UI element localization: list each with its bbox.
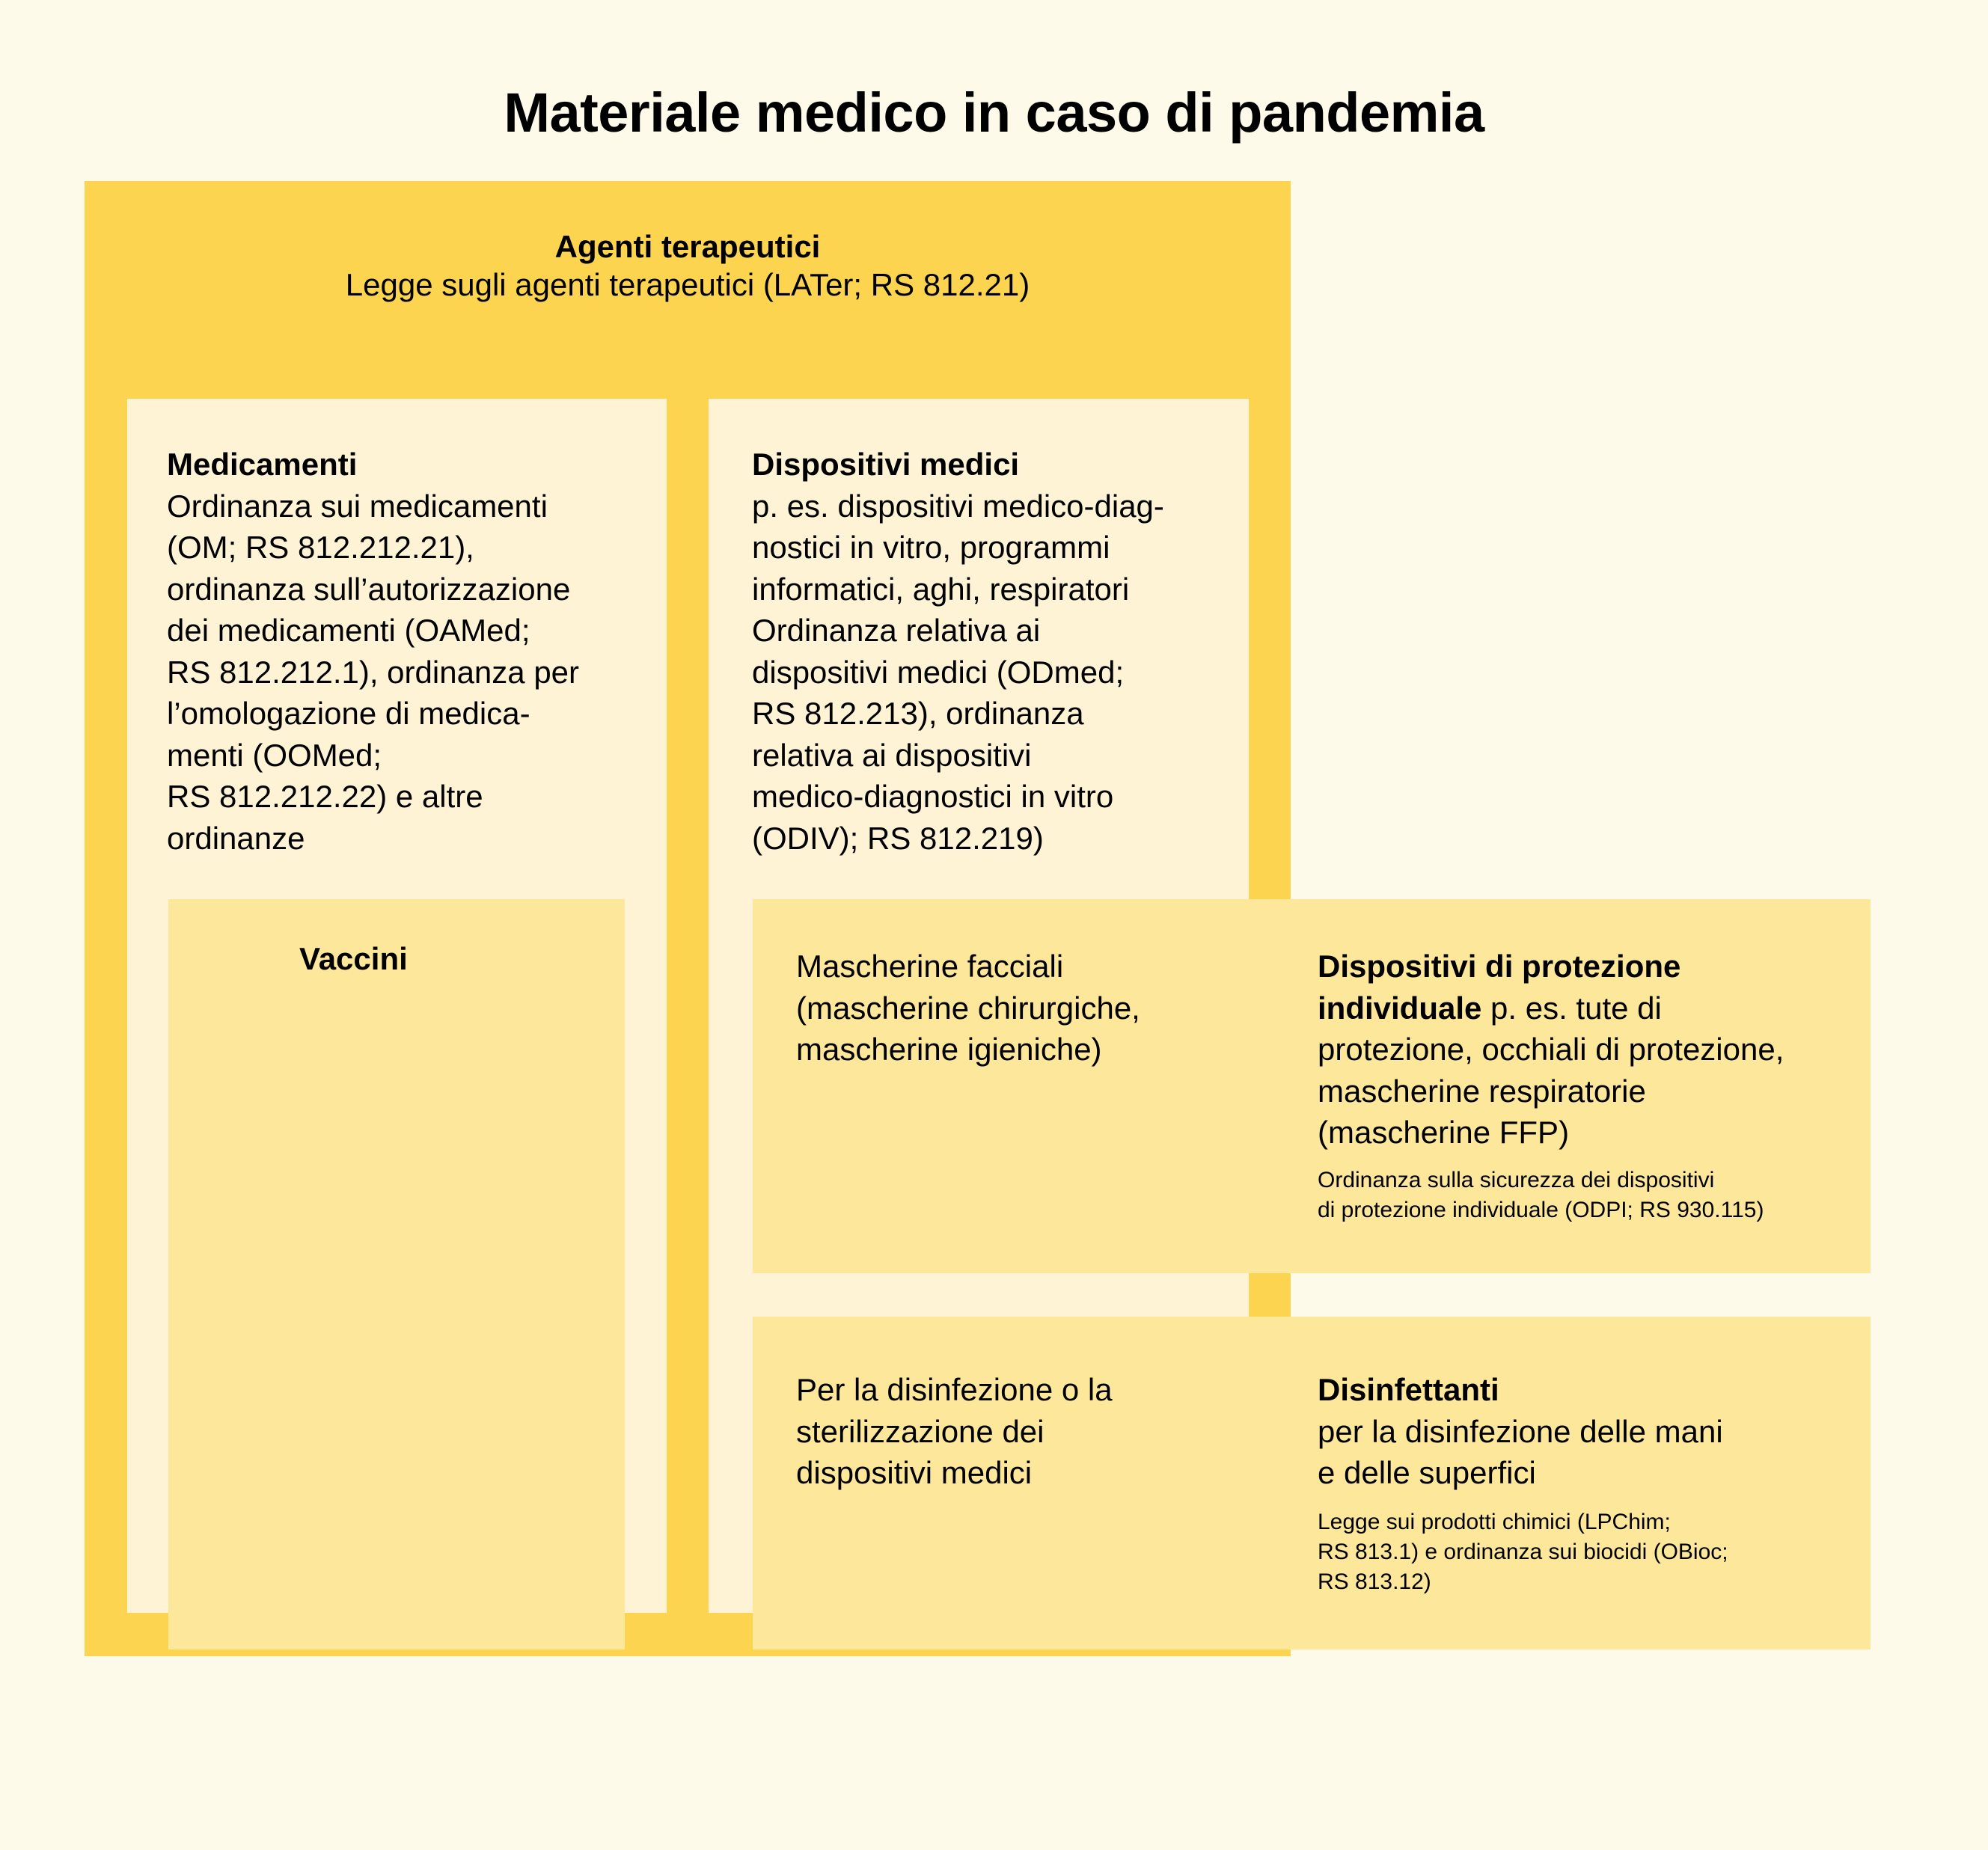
dispositivi-medici-line: informatici, aghi, respiratori bbox=[752, 571, 1130, 607]
dispositivi-medici-line: (ODIV); RS 812.219) bbox=[752, 820, 1044, 856]
disinfettanti-heading: Disinfettanti bbox=[1318, 1372, 1499, 1407]
protezione-box bbox=[753, 899, 1871, 1273]
disinfettanti-law-line: RS 813.12) bbox=[1318, 1569, 1431, 1594]
medicamenti-line: l’omologazione di medica- bbox=[167, 696, 530, 731]
medicamenti-text bbox=[167, 444, 579, 859]
disinfettanti-text bbox=[1318, 1369, 1728, 1597]
disinfettanti-law-line: RS 813.1) e ordinanza sui biocidi (OBioc; bbox=[1318, 1539, 1728, 1564]
medicamenti-line: ordinanze bbox=[167, 820, 305, 856]
vaccini-box bbox=[168, 899, 625, 1650]
agenti-terapeutici-law: Legge sugli agenti terapeutici (LATer; RS 812.21) bbox=[345, 267, 1030, 302]
dispositivi-medici-text bbox=[752, 444, 1164, 859]
dispositivi-medici-line: Ordinanza relativa ai bbox=[752, 613, 1041, 648]
agenti-terapeutici-heading: Agenti terapeutici bbox=[554, 229, 821, 264]
dispositivi-medici-line: p. es. dispositivi medico-diag- bbox=[752, 488, 1164, 524]
sterilizzazione-line: sterilizzazione dei bbox=[796, 1413, 1045, 1449]
sterilizzazione-line: dispositivi medici bbox=[796, 1455, 1033, 1490]
protezione-law-line: Ordinanza sulla sicurezza dei dispositivi bbox=[1318, 1167, 1715, 1192]
disinfettanti-line: e delle superfici bbox=[1318, 1455, 1536, 1490]
medicamenti-line: dei medicamenti (OAMed; bbox=[167, 613, 530, 648]
protezione-line: p. es. tute di bbox=[1481, 990, 1662, 1026]
disinfettanti-line: per la disinfezione delle mani bbox=[1318, 1413, 1723, 1449]
medicamenti-line: RS 812.212.1), ordinanza per bbox=[167, 654, 580, 690]
mascherine-line: Mascherine facciali bbox=[796, 949, 1064, 984]
dispositivi-medici-line: dispositivi medici (ODmed; bbox=[752, 654, 1125, 690]
disinfettanti-box bbox=[753, 1317, 1871, 1650]
dispositivi-medici-line: nostici in vitro, programmi bbox=[752, 530, 1110, 565]
mascherine-facciali-text bbox=[796, 946, 1140, 1071]
dispositivi-medici-line: relativa ai dispositivi bbox=[752, 737, 1032, 773]
medicamenti-line: Ordinanza sui medicamenti bbox=[167, 488, 548, 524]
protezione-heading: Dispositivi di protezione bbox=[1318, 949, 1681, 984]
agenti-terapeutici-header bbox=[85, 228, 1291, 304]
medicamenti-line: menti (OOMed; bbox=[167, 737, 382, 773]
disinfettanti-law bbox=[1318, 1507, 1728, 1597]
sterilizzazione-text bbox=[796, 1369, 1113, 1494]
mascherine-line: mascherine igieniche) bbox=[796, 1032, 1102, 1067]
protezione-law bbox=[1318, 1166, 1784, 1225]
page-title: Materiale medico in caso di pandemia bbox=[504, 82, 1484, 144]
medicamenti-line: (OM; RS 812.212.21), bbox=[167, 530, 474, 565]
medicamenti-line: RS 812.212.22) e altre bbox=[167, 779, 483, 814]
protezione-individuale-text bbox=[1318, 946, 1784, 1225]
mascherine-line: (mascherine chirurgiche, bbox=[796, 990, 1140, 1026]
sterilizzazione-line: Per la disinfezione o la bbox=[796, 1372, 1113, 1407]
vaccini-heading: Vaccini bbox=[299, 941, 408, 976]
medicamenti-heading: Medicamenti bbox=[167, 447, 358, 482]
protezione-line: mascherine respiratorie bbox=[1318, 1073, 1646, 1109]
medicamenti-line: ordinanza sull’autorizzazione bbox=[167, 571, 571, 607]
protezione-heading-cont: individuale bbox=[1318, 990, 1482, 1026]
dispositivi-medici-heading: Dispositivi medici bbox=[752, 447, 1020, 482]
dispositivi-medici-line: RS 812.213), ordinanza bbox=[752, 696, 1084, 731]
protezione-law-line: di protezione individuale (ODPI; RS 930.115) bbox=[1318, 1197, 1764, 1222]
dispositivi-medici-line: medico-diagnostici in vitro bbox=[752, 779, 1114, 814]
protezione-line: (mascherine FFP) bbox=[1318, 1115, 1570, 1150]
disinfettanti-law-line: Legge sui prodotti chimici (LPChim; bbox=[1318, 1509, 1671, 1534]
protezione-line: protezione, occhiali di protezione, bbox=[1318, 1032, 1784, 1067]
